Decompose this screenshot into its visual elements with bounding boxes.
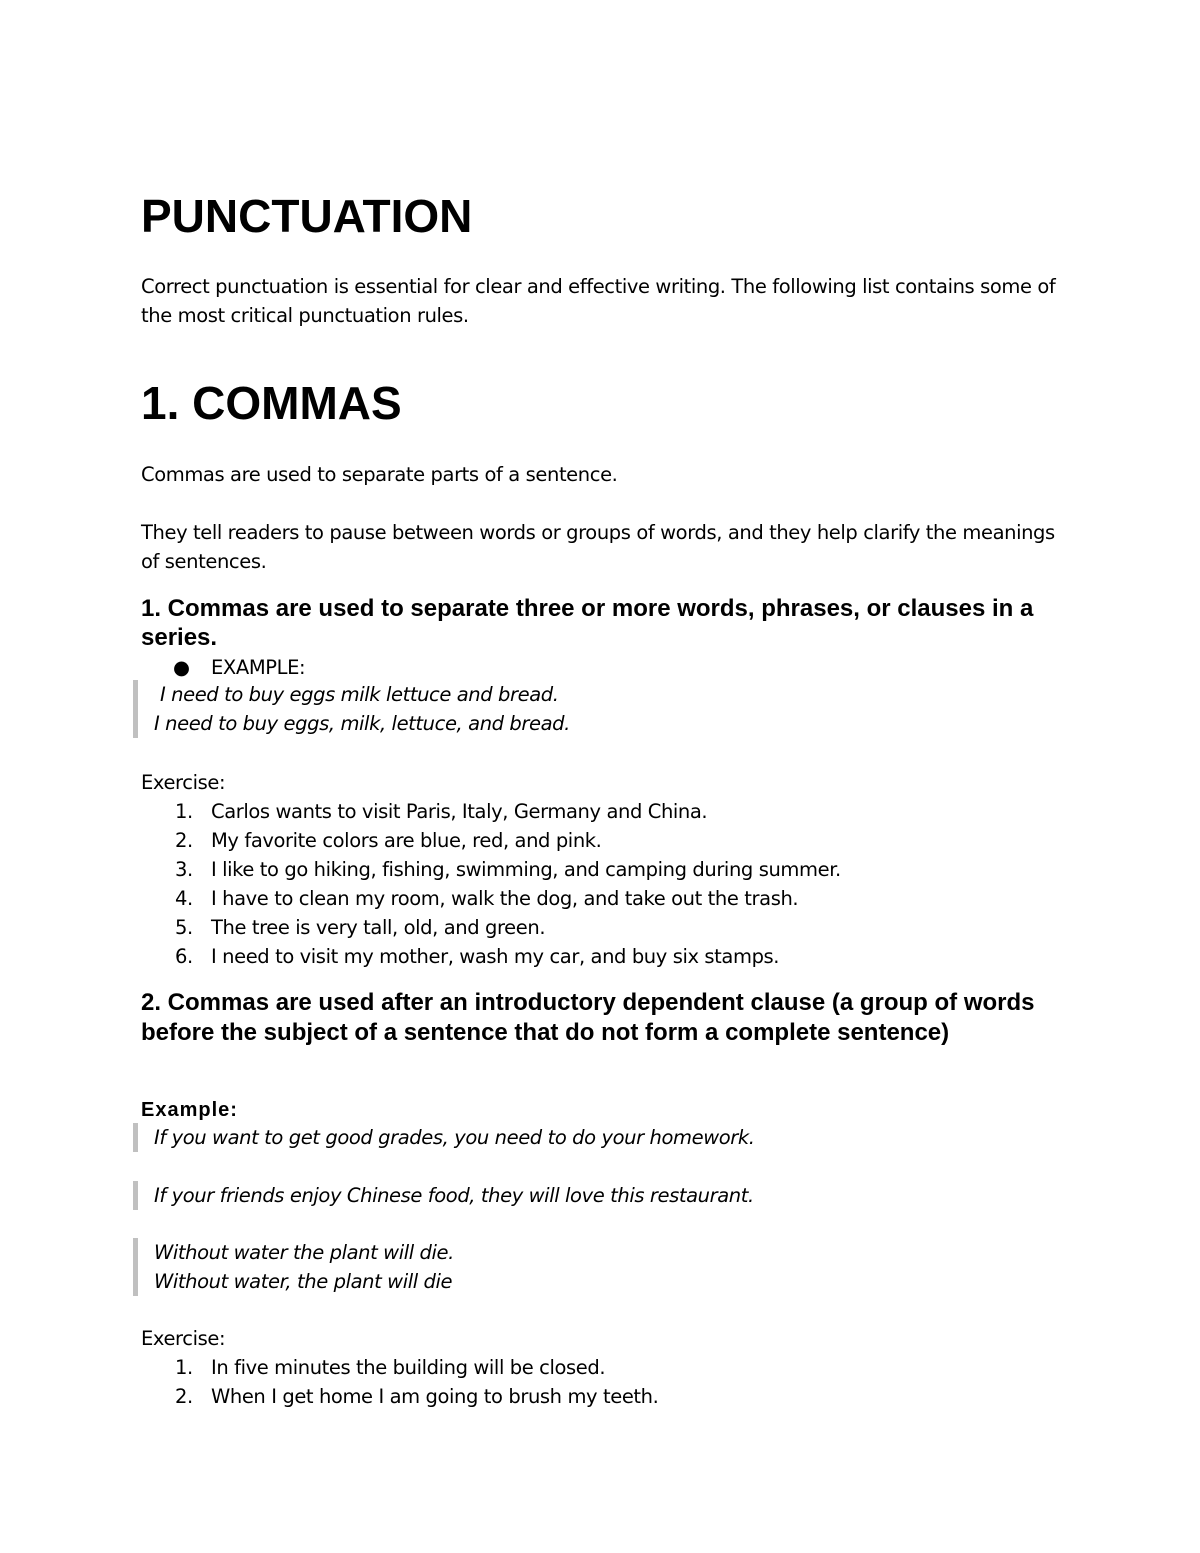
list-item: 2. When I get home I am going to brush my teeth.	[175, 1385, 659, 1408]
commas-paragraph-1: Commas are used to separate parts of a sentence.	[141, 463, 618, 486]
intro-paragraph: Correct punctuation is essential for clear and effective writing. The following list contains some of the most critical punctuation rules.	[141, 275, 1056, 327]
list-item: 6. I need to visit my mother, wash my car, and buy six stamps.	[175, 945, 780, 968]
commas-paragraph-2: They tell readers to pause between words or groups of words, and they help clarify the meanings of sentences.	[141, 521, 1055, 573]
example-incorrect: I need to buy eggs milk lettuce and bread.	[160, 683, 559, 706]
section-heading-commas: 1. COMMAS	[141, 377, 402, 429]
list-item: 1. In five minutes the building will be closed.	[175, 1356, 606, 1379]
list-item: 5. The tree is very tall, old, and green.	[175, 916, 546, 939]
rule-2-exercise-label: Exercise:	[141, 1327, 226, 1350]
rule-2-example-label: Example:	[141, 1099, 238, 1121]
rule-2-quote-1: If you want to get good grades, you need to do your homework.	[133, 1123, 755, 1152]
example-bullet	[141, 653, 1131, 682]
rule-1-exercise-list	[141, 797, 1061, 971]
rule-2-heading: 2. Commas are used after an introductory dependent clause (a group of words before the subject of a sentence that do not form a complete sentence)	[141, 989, 1035, 1046]
example-correct: I need to buy eggs, milk, lettuce, and bread.	[154, 712, 570, 735]
example-correct: Without water, the plant will die	[154, 1270, 453, 1293]
example-bullet-label: EXAMPLE:	[211, 656, 306, 679]
example-incorrect: Without water the plant will die.	[154, 1241, 454, 1264]
list-item: 3. I like to go hiking, fishing, swimming, and camping during summer.	[175, 858, 841, 881]
bullet-icon: ●	[173, 656, 190, 679]
rule-1-example-quote	[133, 680, 570, 738]
rule-2-exercise-list	[141, 1353, 1061, 1411]
list-item: 1. Carlos wants to visit Paris, Italy, Germany and China.	[175, 800, 708, 823]
list-item: 2. My favorite colors are blue, red, and pink.	[175, 829, 602, 852]
rule-2-quote-2: If your friends enjoy Chinese food, they will love this restaurant.	[133, 1181, 754, 1210]
rule-1-heading: 1. Commas are used to separate three or more words, phrases, or clauses in a series.	[141, 595, 1034, 651]
page-title: PUNCTUATION	[141, 190, 473, 242]
rule-1-exercise-label: Exercise:	[141, 771, 226, 794]
list-item: 4. I have to clean my room, walk the dog, and take out the trash.	[175, 887, 799, 910]
rule-2-quote-3	[133, 1238, 454, 1296]
